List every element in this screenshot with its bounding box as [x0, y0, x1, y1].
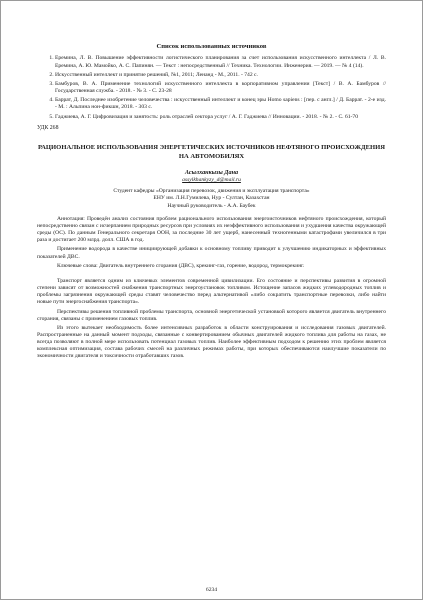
body-paragraph: Из этого вытекает необходимость более интенсивных разработок в области конструирования и исследования газовых двигателей. Распространенные на данный момент подходы, связанные с конвертированием обычных двигателей жидкого топлива для работы на газах, не всегда позволяют в полной мере использовать потенциал газовых топлив. Наиболее эффективным подходом к решению этих проблем является комплексная оптимизация, состава рабочих смесей на различных режимах работы, при которых обеспечиваются наилучшие показатели по экономичности двигателя и токсичности отработавших газов. [37, 324, 386, 360]
article-title: РАЦИОНАЛЬНОЕ ИСПОЛЬЗОВАНИЯ ЭНЕРГЕТИЧЕСКИХ ИСТОЧНИКОВ НЕФТЯНОГО ПРОИСХОЖДЕНИЯ НА АВТОМОБИЛЯХ [37, 144, 385, 160]
keywords: Ключевые слова: Двигатель внутреннего сгорания (ДВС), крекинг-газ, горение, водород, термокрекинг. [57, 262, 305, 269]
references-list [37, 55, 386, 120]
abstract-section [37, 216, 386, 270]
affiliation-department: Студент кафедры «Организация перевозок, движения и эксплуатация транспорта» [113, 188, 310, 195]
body-paragraph: Транспорт является одним из ключевых элементов современной цивилизации. Его состояние и перспективы развития в огромной степени зависят от возможностей снабжения транспортных энергоустановок топливом. Истощение запасов жидких углеводородных топлив и проблемы загрязнения окружающей среды ставят человечество перед альтернативой «либо сократить транспортные перевозки, либо найти новые пути энергоснабжения транспорта». [37, 277, 386, 306]
article-body [37, 278, 386, 361]
reference-item: 3. Бамбуров, В. А. Применение технологий искусственного интеллекта в корпоративном управлении [Текст] / В. А. Бамбуров // Государственная служба. - 2018. - № 3. - С. 23-28 [55, 81, 386, 95]
body-paragraph: Перспективы решения топливной проблемы транспорта, основной энергетической установкой которого является двигатель внутреннего сгорания, связаны с применением газовых топлив. [37, 308, 386, 322]
reference-item: 4. Баррат, Д. Последнее изобретение человечества : искусственный интеллект и конец эры Homo sapiens : [пер. с англ.] / Д. Баррат. - 2-е изд. - М. : Альпина нон-фикшн, 2018. - 303 с. [55, 97, 386, 111]
reference-item: 5. Гаджиева, А. Г. Цифровизация и занятость: роль отраслей сектора услуг / А. Г. Гаджиева // Инновации. - 2018. - № 2. - С. 61-70 [55, 114, 386, 121]
author-name: Асылханкызы Дана [184, 169, 239, 177]
reference-item: 2. Искусственный интеллект и принятие решений, №1, 2011; Ленанд - М., 2011. - 742 с. [55, 72, 386, 79]
author-email[interactable]: assylkhankyzy_d@mail.ru [182, 177, 241, 184]
abstract-paragraph: Применение водорода в качестве инициирующей добавки к основному топливу приводит к улучшению индикаторных и эффективных показателей ДВС. [37, 246, 386, 260]
page-number: 6234 [205, 586, 218, 593]
supervisor: Научный руководитель - А.А. Баубек [167, 202, 256, 209]
reference-item: 1. Еремина, Л. В. Повышение эффективности логистического планирования за счет использования искусственного интеллекта / Л. В. Еремина, А. Ю. Мамойко, А. С. Папинян. — Текст : непосредственный // Техника. Технологии. Инженерия. — 2019. — № 4 (14). [55, 55, 386, 69]
affiliation-university: ЕНУ им. Л.Н.Гумилева, Нур - Султан, Казахстан [153, 195, 270, 202]
udk-code: УДК 268 [37, 124, 59, 131]
abstract-paragraph: Аннотация: Проведён анализ состояния проблем рационального использования энергоисточников нефтяного происхождения, который непосредственно связан с исчерпанием природных ресурсов при условиях их неэффективного использования и ухудшения качества окружающей среды (ОС). По данным Генерального секретаря ООН, за последние 30 лет ущерб, нанесенный техногенными катастрофами увеличился в три раза и достигает 200 млрд. долл. США в год. [37, 215, 386, 244]
references-title: Список использованных источников [156, 43, 267, 50]
